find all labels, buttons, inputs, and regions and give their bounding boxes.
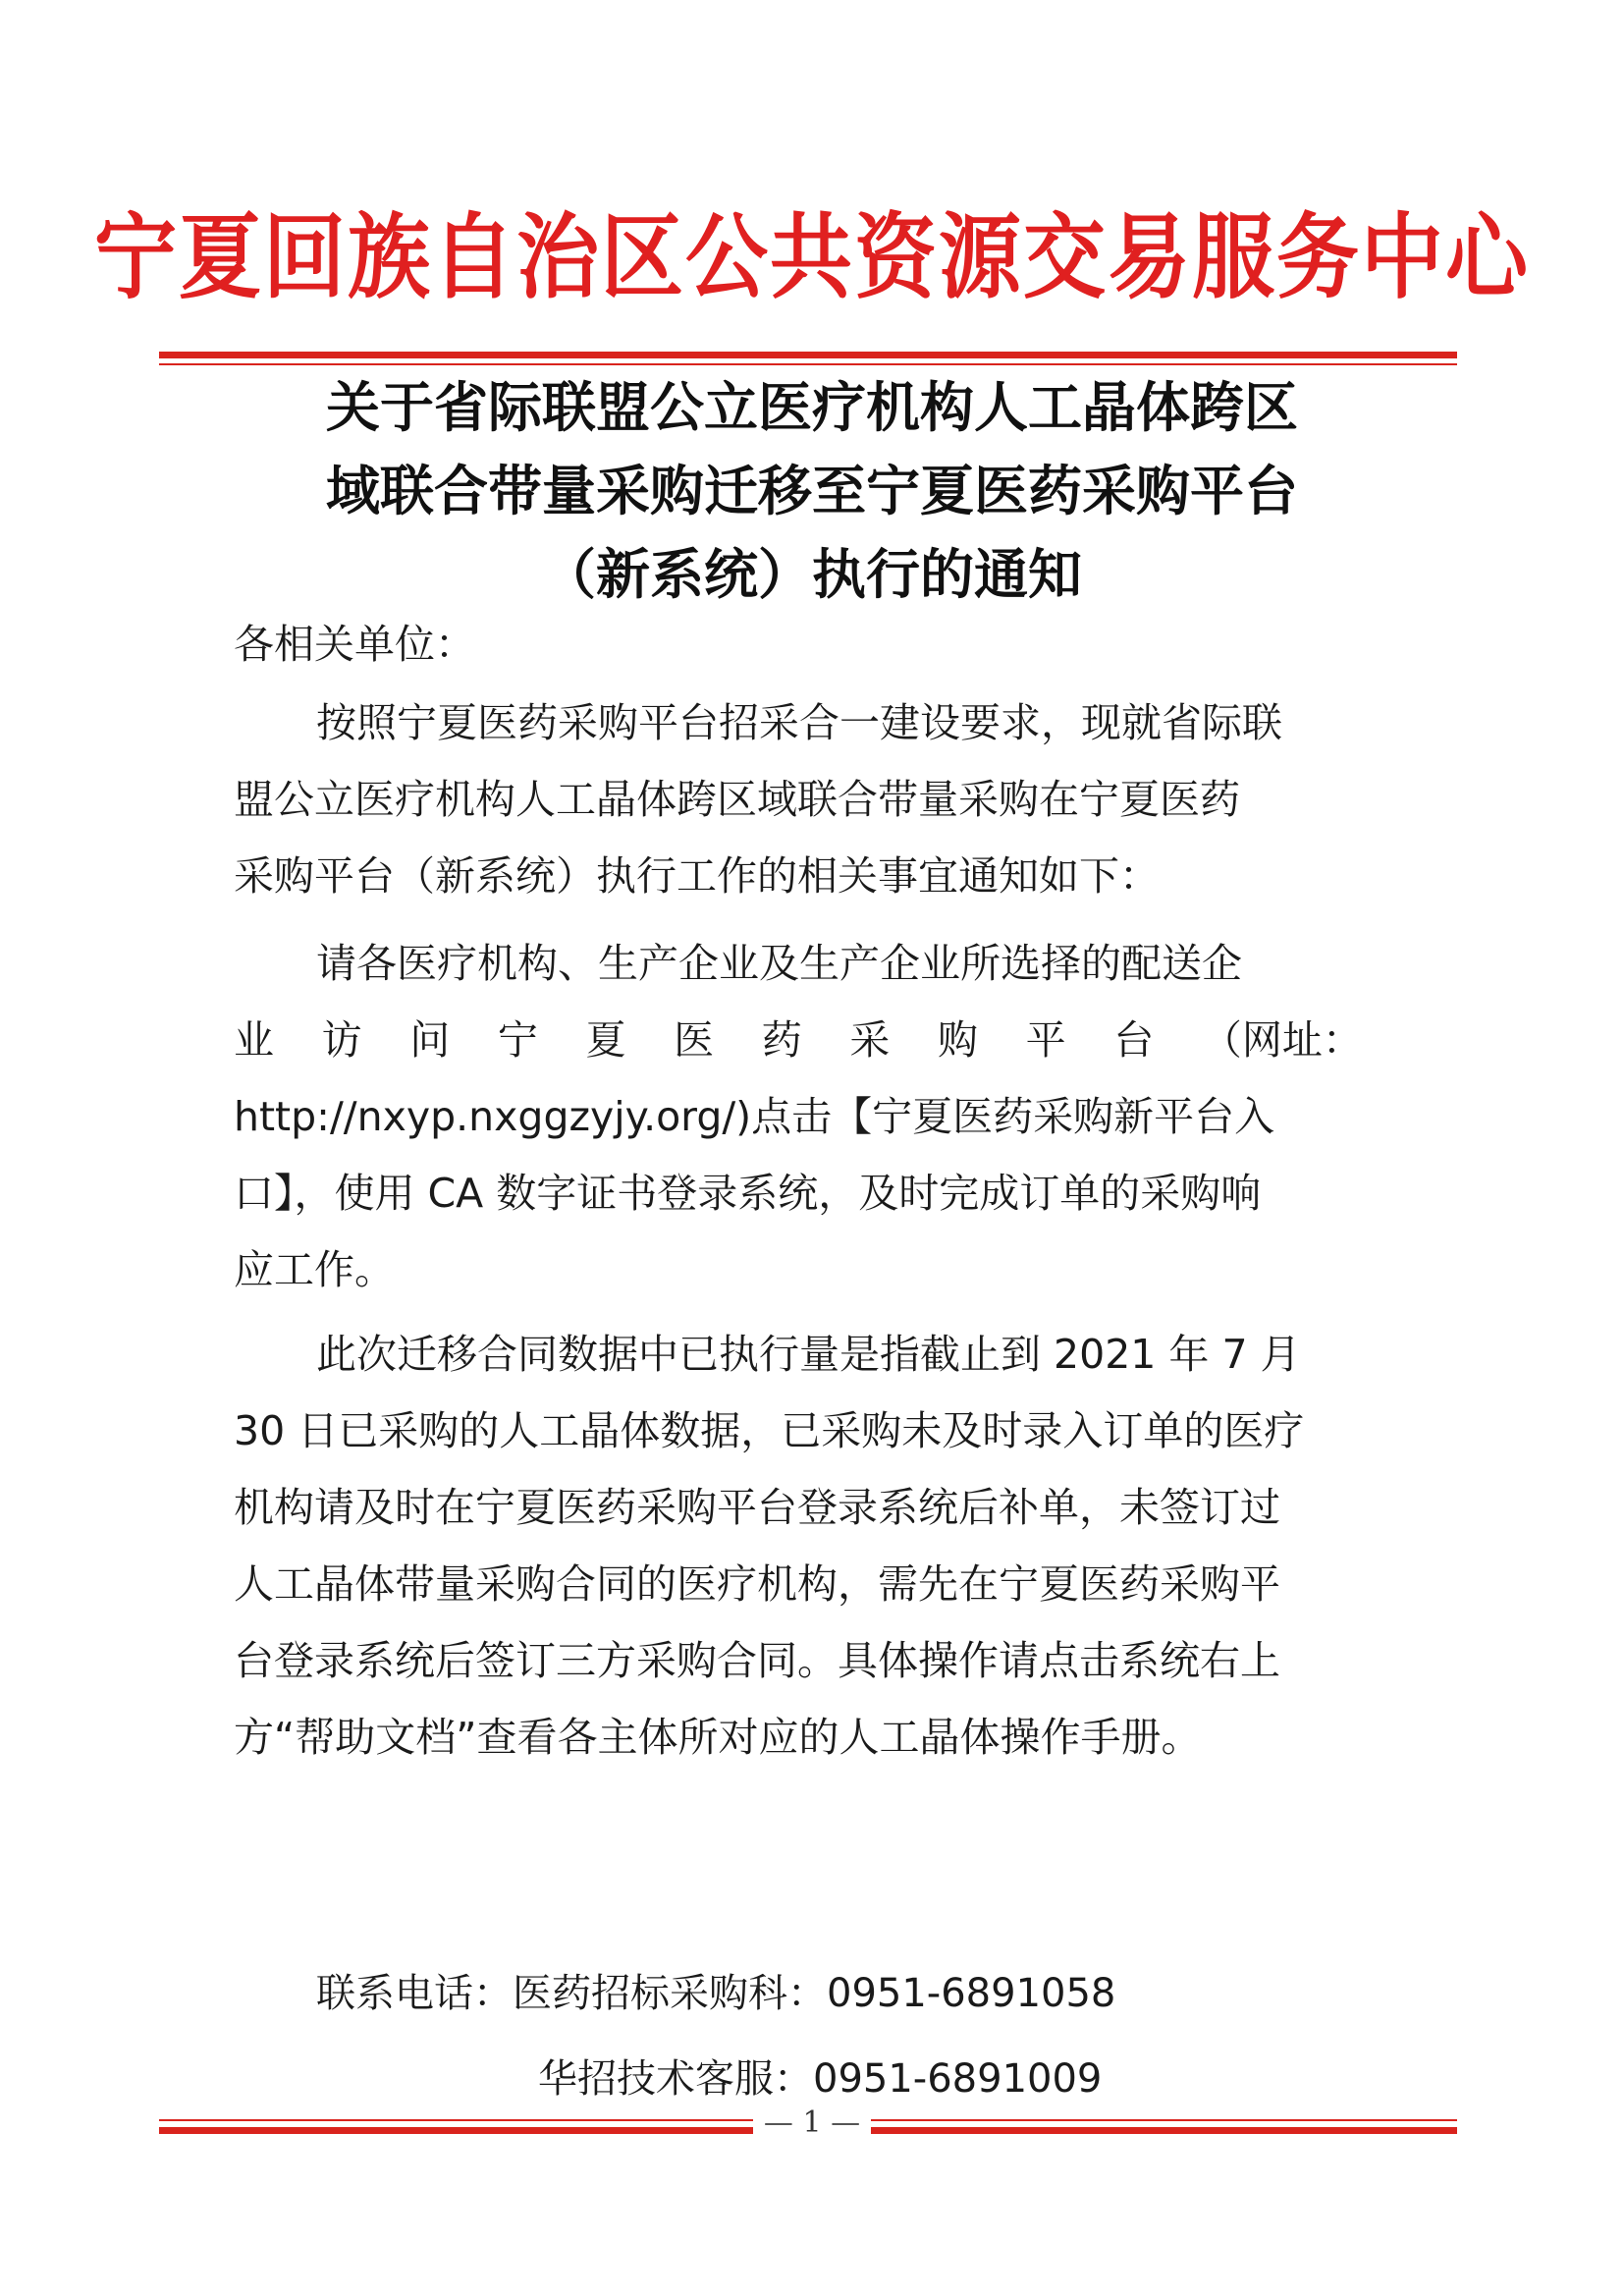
- paragraph-1: [234, 684, 1363, 914]
- title-line-3: （新系统）执行的通知: [541, 542, 1082, 606]
- paragraph-1-line-3: 采购平台（新系统）执行工作的相关事宜通知如下：: [234, 852, 1160, 900]
- contact-line-2: 华招技术客服：0951-6891009: [538, 2056, 1103, 2102]
- paragraph-2-line-1: 请各医疗机构、生产企业及生产企业所选择的配送企: [316, 940, 1242, 987]
- justified-char: （网址：: [1201, 1016, 1363, 1064]
- page-number: [753, 2105, 871, 2140]
- document-title: [226, 365, 1398, 616]
- paragraph-3-line-4: 人工晶体带量采购合同的医疗机构，需先在宁夏医药采购平: [234, 1560, 1280, 1608]
- justified-char: 购: [938, 1016, 978, 1064]
- justified-char: 业: [234, 1016, 274, 1064]
- justified-char: 平: [1025, 1016, 1066, 1064]
- salutation-text: 各相关单位：: [234, 621, 475, 668]
- paragraph-3-line-6: 方“帮助文档”查看各主体所对应的人工晶体操作手册。: [234, 1714, 1202, 1761]
- justified-char: 医: [674, 1016, 715, 1064]
- salutation: [234, 606, 1363, 683]
- paragraph-2-line-3: http://nxyp.nxggzyjy.org/)点击【宁夏医药采购新平台入: [234, 1093, 1275, 1140]
- paragraph-3-line-1: 此次迁移合同数据中已执行量是指截止到 2021 年 7 月: [316, 1331, 1301, 1378]
- justified-char: 采: [849, 1016, 891, 1064]
- paragraph-3: [234, 1316, 1363, 1776]
- paragraph-1-line-1: 按照宁夏医药采购平台招采合一建设要求，现就省际联: [316, 699, 1282, 746]
- paragraph-3-line-2: 30 日已采购的人工晶体数据，已采购未及时录入订单的医疗: [234, 1407, 1305, 1454]
- page-number-dash-right: —: [821, 2105, 861, 2140]
- justified-char: 夏: [585, 1016, 626, 1064]
- paragraph-3-line-5: 台登录系统后签订三方采购合同。具体操作请点击系统右上: [234, 1637, 1280, 1684]
- contact-line-1: 联系电话：医药招标采购科：0951-6891058: [316, 1971, 1116, 2016]
- paragraph-2-line-5: 应工作。: [234, 1246, 395, 1293]
- paragraph-2-line-2: [234, 1002, 1363, 1078]
- paragraph-3-line-3: 机构请及时在宁夏医药采购平台登录系统后补单，未签订过: [234, 1484, 1280, 1531]
- justified-char: 访: [321, 1016, 362, 1064]
- paragraph-2-line-4: 口】，使用 CA 数字证书登录系统，及时完成订单的采购响: [234, 1170, 1262, 1217]
- issuer-masthead: 宁夏回族自治区公共资源交易服务中心: [93, 202, 1530, 311]
- page-number-value: 1: [802, 2105, 822, 2140]
- masthead-rule-thick: [159, 352, 1457, 358]
- justified-char: 药: [761, 1016, 802, 1064]
- title-line-1: 关于省际联盟公立医疗机构人工晶体跨区: [325, 375, 1298, 439]
- justified-char: 宁: [497, 1016, 538, 1064]
- paragraph-2: [234, 925, 1363, 1308]
- paragraph-1-line-2: 盟公立医疗机构人工晶体跨区域联合带量采购在宁夏医药: [234, 776, 1240, 823]
- justified-char: 台: [1113, 1016, 1155, 1064]
- title-line-2: 域联合带量采购迁移至宁夏医药采购平台: [325, 459, 1298, 522]
- justified-char: 问: [409, 1016, 451, 1064]
- page-number-dash-left: —: [763, 2105, 803, 2140]
